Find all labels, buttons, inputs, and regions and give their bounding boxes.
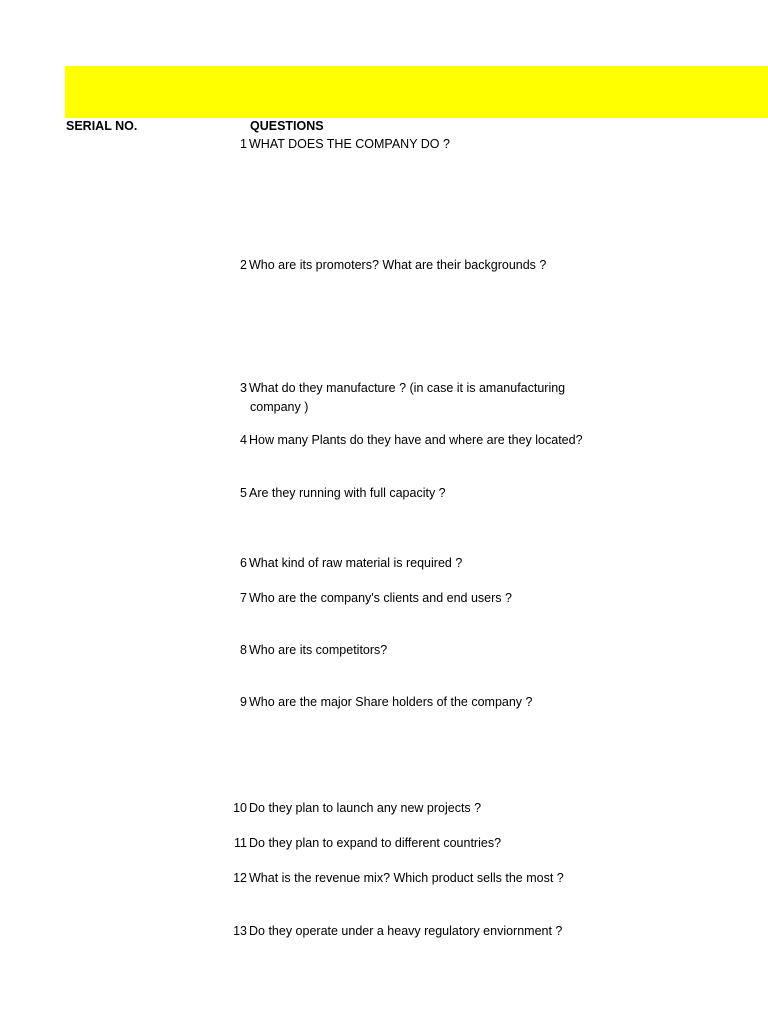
questions-header: QUESTIONS (250, 119, 324, 133)
serial-no-header: SERIAL NO. (66, 119, 138, 133)
question-row (200, 256, 620, 296)
question-text: Do they plan to launch any new projects ? (249, 801, 482, 815)
question-row (200, 922, 620, 962)
question-row (200, 693, 620, 733)
question-text: What do they manufacture ? (in case it is amanufacturing company ) (249, 381, 566, 414)
question-row (200, 484, 620, 524)
serial-number: 3 (240, 381, 247, 395)
serial-number: 13 (233, 924, 247, 938)
question-row (200, 641, 620, 681)
question-text: Are they running with full capacity ? (249, 486, 446, 500)
question-text: What kind of raw material is required ? (249, 556, 463, 570)
question-row (200, 589, 620, 629)
question-text: Do they operate under a heavy regulatory enviornment ? (249, 924, 563, 938)
question-text: Who are its competitors? (249, 643, 388, 657)
serial-number: 10 (233, 801, 247, 815)
serial-number: 6 (240, 556, 247, 570)
question-text: Do they plan to expand to different countries? (249, 836, 502, 850)
question-row (200, 554, 620, 594)
question-row (200, 135, 620, 175)
question-text: WHAT DOES THE COMPANY DO ? (249, 137, 450, 151)
serial-number: 11 (234, 836, 247, 850)
question-row (200, 869, 620, 909)
serial-number: 1 (240, 137, 247, 151)
question-row (200, 834, 620, 874)
question-text: Who are its promoters? What are their backgrounds ? (249, 258, 547, 272)
serial-number: 8 (240, 643, 247, 657)
question-text: Who are the company's clients and end users ? (249, 591, 512, 605)
serial-number: 5 (240, 486, 247, 500)
question-row (200, 379, 620, 419)
question-text: How many Plants do they have and where are they located? (249, 433, 583, 447)
serial-number: 2 (240, 258, 247, 272)
serial-number: 12 (233, 871, 247, 885)
question-text: Who are the major Share holders of the company ? (249, 695, 533, 709)
yellow-title-banner (65, 66, 768, 118)
question-row (200, 431, 620, 471)
question-row (200, 799, 620, 839)
serial-number: 4 (240, 433, 247, 447)
question-text: What is the revenue mix? Which product sells the most ? (249, 871, 564, 885)
serial-number: 9 (240, 695, 247, 709)
serial-number: 7 (240, 591, 247, 605)
